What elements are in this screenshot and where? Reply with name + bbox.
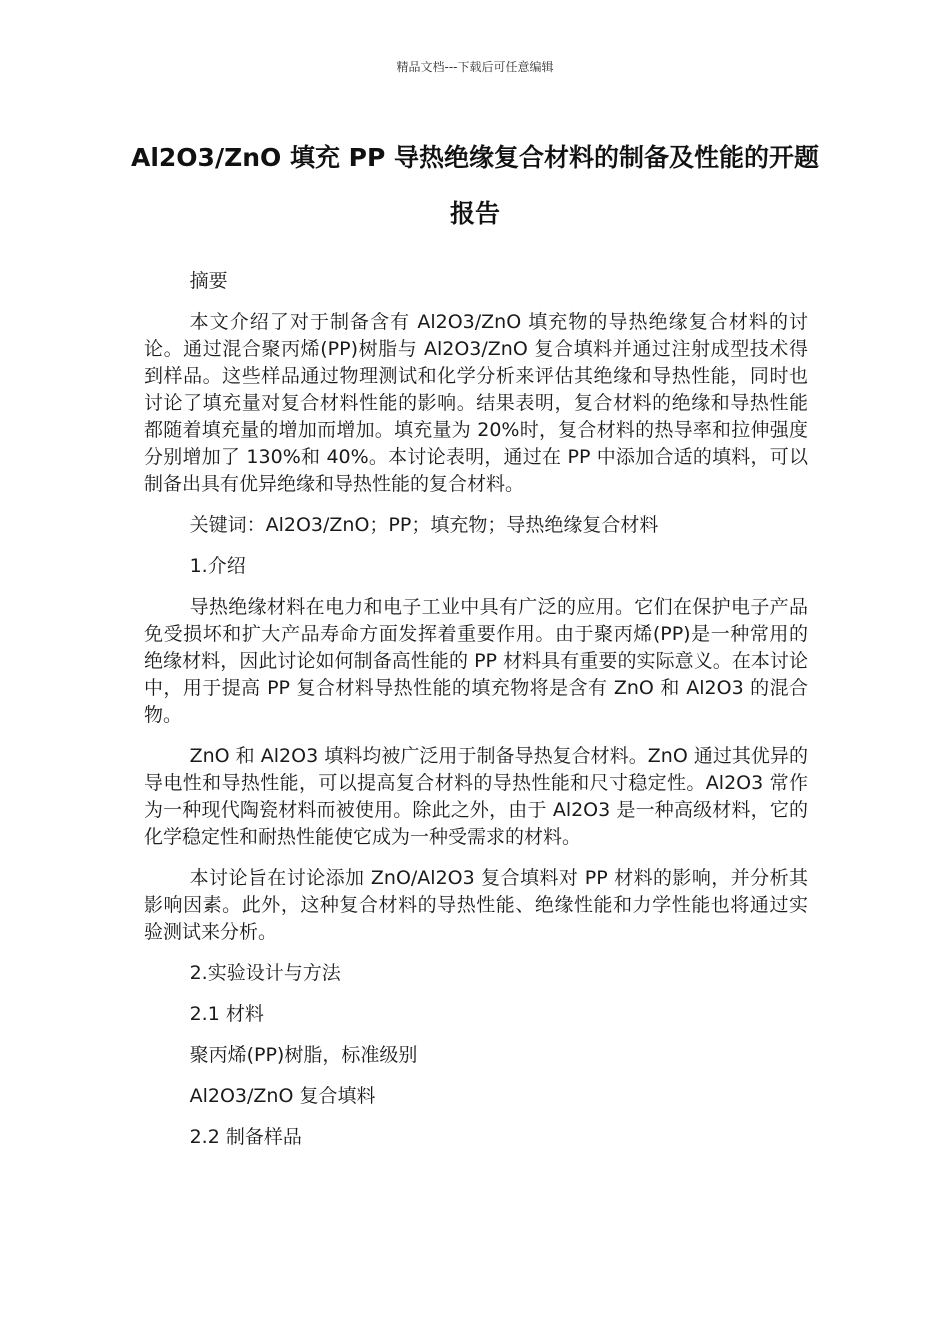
section-heading: 2.实验设计与方法 — [189, 962, 341, 984]
abstract-paragraph: 本文介绍了对于制备含有 Al2O3/ZnO 填充物的导热绝缘复合材料的讨论。通过混合聚丙烯(PP)树脂与 Al2O3/ZnO 复合填料并通过注射成型技术得到样品。这些样品通过物理测试和化学分析来评估其绝缘和导热性能，同时也讨论了填充量对复合材料性能的影响。结果表明，复合材料的绝缘和导热性能都随着填充量的增加而增加。填充量为 20%时，复合材料的热导率和拉伸强度分别增加了 130%和 40%。本讨论表明，通过在 PP 中添加合适的填料，可以制备出具有优异绝缘和导热性能的复合材料。 — [144, 311, 808, 495]
section-heading: 1.介绍 — [189, 555, 246, 577]
keywords-line: 关键词：Al2O3/ZnO；PP；填充物；导热绝缘复合材料 — [189, 514, 659, 536]
body-paragraph: 导热绝缘材料在电力和电子工业中具有广泛的应用。它们在保护电子产品免受损坏和扩大产品寿命方面发挥着重要作用。由于聚丙烯(PP)是一种常用的绝缘材料，因此讨论如何制备高性能的 PP 材料具有重要的实际意义。在本讨论中，用于提高 PP 复合材料导热性能的填充物将是含有 ZnO 和 Al2O3 的混合物。 — [144, 596, 808, 726]
subsection-heading: 2.2 制备样品 — [189, 1126, 302, 1148]
body-paragraph: ZnO 和 Al2O3 填料均被广泛用于制备导热复合材料。ZnO 通过其优异的导电性和导热性能，可以提高复合材料的导热性能和尺寸稳定性。Al2O3 常作为一种现代陶瓷材料而被使用。除此之外，由于 Al2O3 是一种高级材料，它的化学稳定性和耐热性能使它成为一种受需求的材料。 — [144, 745, 808, 848]
abstract-heading: 摘要 — [189, 270, 228, 292]
material-item: Al2O3/ZnO 复合填料 — [189, 1085, 376, 1107]
header-note: 精品文档---下载后可任意编辑 — [396, 60, 554, 74]
subsection-heading: 2.1 材料 — [189, 1003, 264, 1025]
body-paragraph: 本讨论旨在讨论添加 ZnO/Al2O3 复合填料对 PP 材料的影响，并分析其影响因素。此外，这种复合材料的导热性能、绝缘性能和力学性能也将通过实验测试来分析。 — [144, 867, 808, 943]
document-body — [144, 268, 808, 1165]
material-item: 聚丙烯(PP)树脂，标准级别 — [189, 1044, 418, 1066]
document-title: Al2O3/ZnO 填充 PP 导热绝缘复合材料的制备及性能的开题报告 — [130, 143, 820, 228]
